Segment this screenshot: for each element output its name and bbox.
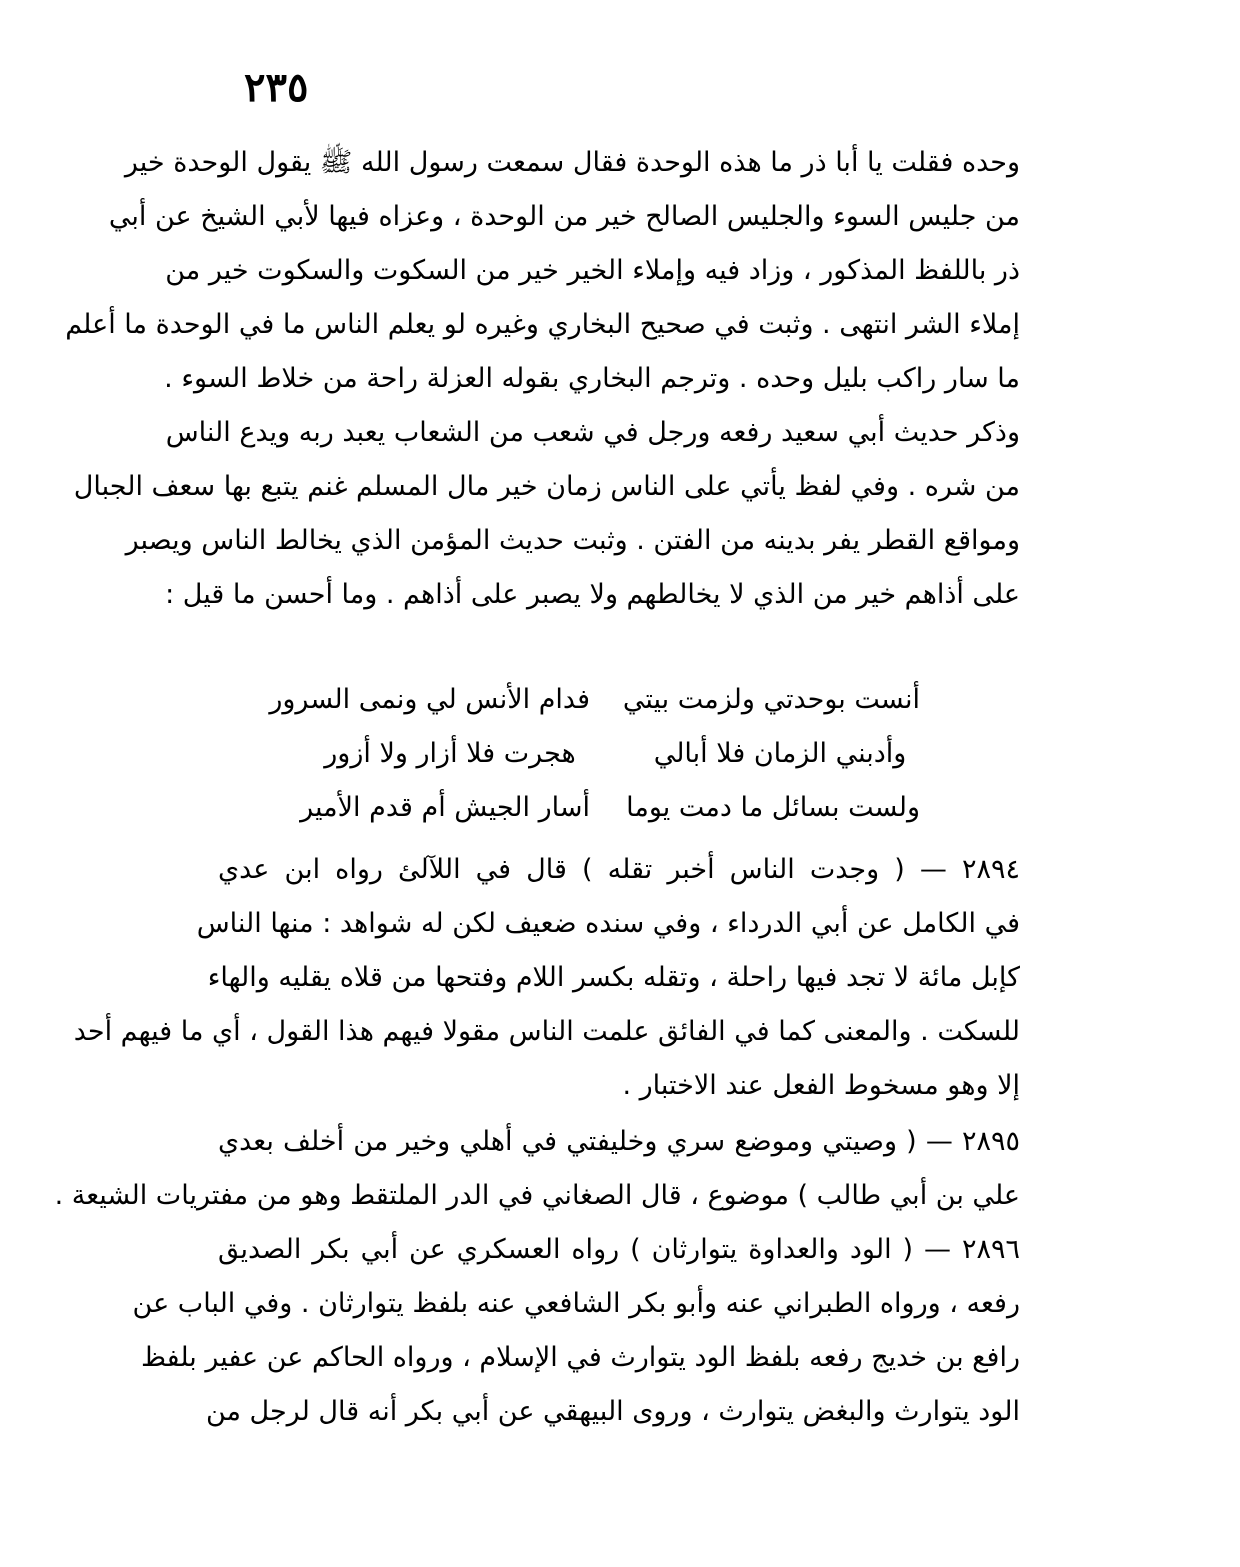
text-line: ذر باللفظ المذكور ، وزاد فيه وإملاء الخير خير من السكوت والسكوت خير من [165,255,1020,286]
verse-first-hemistich: ولست بسائل ما دمت يوما [626,792,920,823]
text-line: ٢٨٩٤ — ( وجدت الناس أخبر تقله ) قال في اللآلئ رواه ابن عدي [218,854,1020,885]
verse-line [269,673,920,727]
verse-second-hemistich: فدام الأنس لي ونمى السرور [269,684,590,715]
text-line: ما سار راكب بليل وحده . وترجم البخاري بقوله العزلة راحة من خلاط السوء . [164,363,1020,394]
text-line: ٢٨٩٥ — ( وصيتي وموضع سري وخليفتي في أهلي وخير من أخلف بعدي [218,1126,1020,1157]
text-line: من جليس السوء والجليس الصالح خير من الوحدة ، وعزاه فيها لأبي الشيخ عن أبي [108,201,1020,232]
verse-line [310,727,920,781]
verse-first-hemistich: وأدبني الزمان فلا أبالي [653,738,907,769]
text-line: وذكر حديث أبي سعيد رفعه ورجل في شعب من الشعاب يعبد ربه ويدع الناس [165,417,1020,448]
entry-2896 [132,1223,1020,1439]
text-line: ومواقع القطر يفر بدينه من الفتن . وثبت حديث المؤمن الذي يخالط الناس ويصبر [125,525,1020,556]
page-number: ٢٣٥ [244,64,309,111]
poem-verses [269,673,920,835]
text-line: الود يتوارث والبغض يتوارث ، وروى البيهقي عن أبي بكر أنه قال لرجل من [205,1396,1020,1427]
text-line: إلا وهو مسخوط الفعل عند الاختبار . [622,1070,1020,1101]
text-line: للسكت . والمعنى كما في الفائق علمت الناس مقولا فيهم هذا القول ، أي ما فيهم أحد [73,1016,1020,1047]
text-line: رفعه ، ورواه الطبراني عنه وأبو بكر الشافعي عنه بلفظ يتوارثان . وفي الباب عن [132,1288,1020,1319]
text-line: رافع بن خديج رفعه بلفظ الود يتوارث في الإسلام ، ورواه الحاكم عن عفير بلفظ [141,1342,1020,1373]
verse-second-hemistich: هجرت فلا أزار ولا أزور [324,738,576,769]
text-line: وحده فقلت يا أبا ذر ما هذه الوحدة فقال سمعت رسول الله ﷺ يقول الوحدة خير [124,147,1020,178]
paragraph-hadith-solitude [65,136,1020,622]
text-line: في الكامل عن أبي الدرداء ، وفي سنده ضعيف لكن له شواهد : منها الناس [196,908,1020,939]
text-line: ٢٨٩٦ — ( الود والعداوة يتوارثان ) رواه العسكري عن أبي بكر الصديق [218,1234,1020,1265]
verse-first-hemistich: أنست بوحدتي ولزمت بيتي [622,684,920,715]
text-line: علي بن أبي طالب ) موضوع ، قال الصغاني في الدر الملتقط وهو من مفتريات الشيعة . [54,1180,1020,1211]
text-line: كإبل مائة لا تجد فيها راحلة ، وتقله بكسر اللام وفتحها من قلاه يقليه والهاء [207,962,1020,993]
text-line: على أذاهم خير من الذي لا يخالطهم ولا يصبر على أذاهم . وما أحسن ما قيل : [165,579,1020,610]
text-line: إملاء الشر انتهى . وثبت في صحيح البخاري وغيره لو يعلم الناس ما في الوحدة ما أعلم [65,309,1020,340]
entry-2895 [54,1115,1020,1223]
entry-2894 [73,843,1020,1113]
verse-second-hemistich: أسار الجيش أم قدم الأمير [300,792,590,823]
text-line: من شره . وفي لفظ يأتي على الناس زمان خير مال المسلم غنم يتبع بها سعف الجبال [73,471,1020,502]
verse-line [300,781,920,835]
